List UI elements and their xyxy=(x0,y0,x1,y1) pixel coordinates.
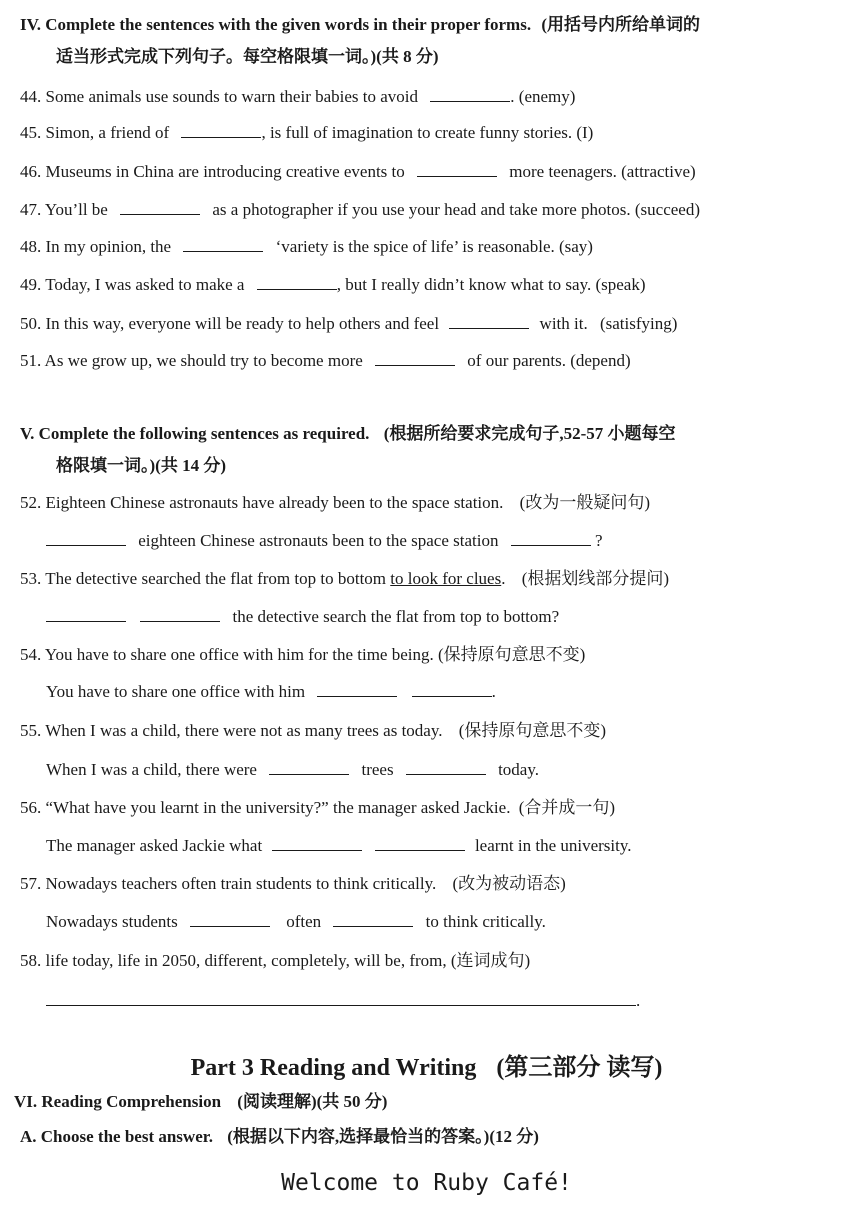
answer-58 xyxy=(46,990,640,1012)
q53-blank-1[interactable] xyxy=(46,607,126,622)
section-6-heading-cn: (阅读理解)(共 50 分) xyxy=(237,1092,388,1111)
q44-text: 44. Some animals use sounds to warn their babies to avoid xyxy=(20,87,419,106)
q53-blank-2[interactable] xyxy=(140,607,220,622)
question-47 xyxy=(20,199,700,221)
question-57 xyxy=(20,873,566,895)
question-56 xyxy=(20,797,615,819)
question-44 xyxy=(20,86,575,108)
q55-answer-mid: trees xyxy=(361,760,394,779)
q55-answer-end: today. xyxy=(498,760,539,779)
q55-blank-2[interactable] xyxy=(406,760,486,775)
section-5-heading xyxy=(20,423,676,445)
q52-blank-1[interactable] xyxy=(46,531,126,546)
q53-period: . xyxy=(501,569,506,588)
q56-blank-1[interactable] xyxy=(272,836,362,851)
q49-text: 49. Today, I was asked to make a xyxy=(20,275,245,294)
section-6-heading xyxy=(14,1091,387,1113)
q49-blank[interactable] xyxy=(257,275,337,290)
q56-answer-text: The manager asked Jackie what xyxy=(46,836,263,855)
q53-instruction: (根据划线部分提问) xyxy=(521,569,670,588)
q49-hint: , but I really didn’t know what to say. (speak) xyxy=(336,275,646,294)
section-4-heading xyxy=(20,14,700,36)
q50-text: 50. In this way, everyone will be ready to help others and feel xyxy=(20,314,440,333)
q57-answer-text: Nowadays students xyxy=(46,912,178,931)
q51-hint: of our parents. (depend) xyxy=(467,351,631,370)
q53-answer-text: the detective search the flat from top to bottom? xyxy=(232,607,560,626)
q54-instruction: (保持原句意思不变) xyxy=(438,645,586,664)
question-50 xyxy=(20,313,677,335)
section-4-heading-en: IV. Complete the sentences with the given words in their proper forms. xyxy=(20,15,532,34)
section-4-heading-cont: 适当形式完成下列句子。每空格限填一词。)(共 8 分) xyxy=(56,47,439,66)
q56-answer-end: learnt in the university. xyxy=(474,836,632,855)
q52-instruction: (改为一般疑问句) xyxy=(519,493,650,512)
q55-blank-1[interactable] xyxy=(269,760,349,775)
q51-text: 51. As we grow up, we should try to become more xyxy=(20,351,363,370)
question-53 xyxy=(20,568,669,590)
answer-52 xyxy=(46,530,603,552)
q45-hint: , is full of imagination to create funny stories. (I) xyxy=(261,123,594,142)
question-46 xyxy=(20,161,696,183)
q58-answer-end: . xyxy=(636,991,641,1010)
answer-57 xyxy=(46,911,546,933)
question-49 xyxy=(20,274,646,296)
q51-blank[interactable] xyxy=(375,351,455,366)
q48-hint: ‘variety is the spice of life’ is reasonable. (say) xyxy=(275,237,593,256)
part-3-title-cn: (第三部分 读写) xyxy=(496,1055,663,1081)
q57-answer-mid: often xyxy=(286,912,322,931)
q48-blank[interactable] xyxy=(183,237,263,252)
section-5-heading-cont: 格限填一词。)(共 14 分) xyxy=(56,456,226,475)
answer-53 xyxy=(46,606,559,628)
q57-blank-2[interactable] xyxy=(333,912,413,927)
q56-blank-2[interactable] xyxy=(375,836,465,851)
q58-text: 58. life today, life in 2050, different, completely, will be, from, xyxy=(20,951,447,970)
part-3-title-en: Part 3 Reading and Writing xyxy=(190,1055,477,1081)
section-6-sub-a-en: A. Choose the best answer. xyxy=(20,1127,213,1146)
answer-56 xyxy=(46,835,632,857)
section-4-heading-cn: (用括号内所给单词的 xyxy=(541,15,700,34)
q47-text: 47. You’ll be xyxy=(20,200,108,219)
question-51 xyxy=(20,350,631,372)
q57-instruction: (改为被动语态) xyxy=(452,874,566,893)
q52-text: 52. Eighteen Chinese astronauts have already been to the space station. xyxy=(20,493,504,512)
q47-blank[interactable] xyxy=(120,200,200,215)
q50-hint: (satisfying) xyxy=(599,314,678,333)
question-45 xyxy=(20,122,593,144)
q52-answer-text: eighteen Chinese astronauts been to the space station xyxy=(138,531,499,550)
q56-instruction: (合并成一句) xyxy=(518,798,616,817)
q53-text: 53. The detective searched the flat from top to bottom xyxy=(20,569,387,588)
q54-answer-text: You have to share one office with him xyxy=(46,682,306,701)
section-5-heading-cn: (根据所给要求完成句子,52-57 小题每空 xyxy=(383,424,676,443)
q52-answer-end: ? xyxy=(594,531,603,550)
question-54 xyxy=(20,644,585,666)
question-55 xyxy=(20,720,606,742)
q50-blank[interactable] xyxy=(449,314,529,329)
q55-answer-text: When I was a child, there were xyxy=(46,760,257,779)
answer-55 xyxy=(46,759,539,781)
q54-blank-1[interactable] xyxy=(317,682,397,697)
q58-answer-line[interactable] xyxy=(46,991,636,1006)
q44-blank[interactable] xyxy=(430,87,510,102)
q54-text: 54. You have to share one office with him for the time being. xyxy=(20,645,434,664)
q57-answer-end: to think critically. xyxy=(425,912,546,931)
q50-after: with it. xyxy=(539,314,588,333)
welcome-title: Welcome to Ruby Café! xyxy=(281,1170,572,1196)
q54-blank-2[interactable] xyxy=(412,682,492,697)
q45-text: 45. Simon, a friend of xyxy=(20,123,170,142)
q46-hint: more teenagers. (attractive) xyxy=(509,162,696,181)
answer-54 xyxy=(46,681,496,703)
question-52 xyxy=(20,492,650,514)
q46-text: 46. Museums in China are introducing creative events to xyxy=(20,162,405,181)
q44-hint: . (enemy) xyxy=(510,87,576,106)
q47-hint: as a photographer if you use your head and take more photos. (succeed) xyxy=(212,200,700,219)
q58-instruction: (连词成句) xyxy=(450,951,531,970)
section-5-heading-en: V. Complete the following sentences as required. xyxy=(20,424,370,443)
q53-underlined: to look for clues xyxy=(390,569,502,588)
q55-text: 55. When I was a child, there were not as many trees as today. xyxy=(20,721,443,740)
question-58 xyxy=(20,950,530,972)
section-6-heading-en: VI. Reading Comprehension xyxy=(14,1092,222,1111)
section-6-sub-a-cn: (根据以下内容,选择最恰当的答案。)(12 分) xyxy=(227,1127,539,1146)
q48-text: 48. In my opinion, the xyxy=(20,237,172,256)
q55-instruction: (保持原句意思不变) xyxy=(458,721,607,740)
question-48 xyxy=(20,236,593,258)
q54-answer-end: . xyxy=(491,682,496,701)
q45-blank[interactable] xyxy=(181,123,261,138)
q46-blank[interactable] xyxy=(417,162,497,177)
part-3-title xyxy=(0,1053,853,1083)
q57-text: 57. Nowadays teachers often train students to think critically. xyxy=(20,874,437,893)
q52-blank-2[interactable] xyxy=(511,531,591,546)
section-6-subheading-a xyxy=(20,1126,539,1148)
q56-text: 56. “What have you learnt in the university?” the manager asked Jackie. xyxy=(20,798,511,817)
q57-blank-1[interactable] xyxy=(190,912,270,927)
